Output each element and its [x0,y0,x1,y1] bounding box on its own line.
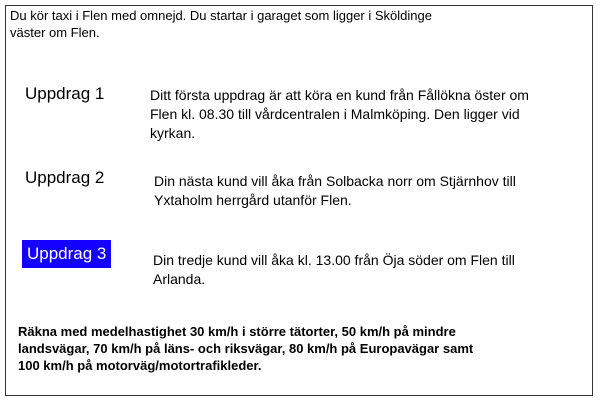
mission-1-label[interactable]: Uppdrag 1 [25,84,105,103]
mission-text-line: Ditt första uppdrag är att köra en kund från Fållökna öster om [150,87,529,103]
note-line: 100 km/h på motorväg/motortrafikleder. [18,358,262,373]
note-line: landsvägar, 70 km/h på läns- och riksvägar, 80 km/h på Europavägar samt [18,341,474,356]
mission-text-line: Din tredje kund vill åka kl. 13.00 från Öja söder om Flen till [153,252,515,268]
speed-note [18,323,563,374]
note-line: Räkna med medelhastighet 30 km/h i större tätorter, 50 km/h på mindre [18,324,456,339]
mission-text-line: Flen kl. 08.30 till vårdcentralen i Malmköping. Den ligger vid [150,106,520,122]
mission-3-description [153,251,563,289]
mission-1-description [150,86,568,143]
mission-2-label[interactable]: Uppdrag 2 [25,168,105,187]
mission-text-line: kyrkan. [150,125,196,141]
intro-line: väster om Flen. [10,25,100,40]
mission-2-description [154,172,554,210]
intro-line: Du kör taxi i Flen med omnejd. Du startar i garaget som ligger i Sköldinge [10,8,432,23]
intro-text [10,7,480,41]
mission-text-line: Din nästa kund vill åka från Solbacka norr om Stjärnhov till [154,173,516,189]
mission-text-line: Yxtaholm herrgård utanför Flen. [154,192,352,208]
mission-text-line: Arlanda. [153,271,206,287]
mission-3-label-selected[interactable]: Uppdrag 3 [22,240,111,268]
